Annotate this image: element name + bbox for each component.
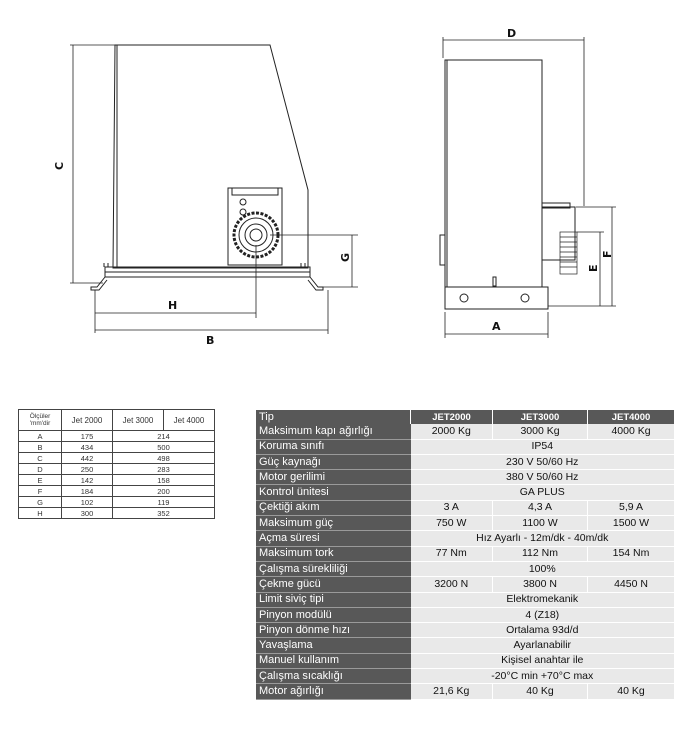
spec-row: [256, 653, 675, 668]
spec-row-label: Pinyon dönme hızı: [256, 623, 411, 638]
dims-cell-label: H: [19, 508, 62, 519]
dims-cell-label: E: [19, 475, 62, 486]
dims-row: [19, 442, 215, 453]
spec-row-value: 4450 N: [588, 577, 675, 592]
dims-cell-label: F: [19, 486, 62, 497]
spec-row-label: Yavaşlama: [256, 638, 411, 653]
dims-row: [19, 453, 215, 464]
spec-row-value: 3 A: [411, 500, 493, 515]
dim-label-c: C: [53, 161, 66, 170]
spec-row-value: GA PLUS: [411, 485, 675, 500]
spec-row-value: 100%: [411, 561, 675, 576]
dims-cell-jet2000: 434: [62, 442, 113, 453]
spec-row: [256, 485, 675, 500]
dims-cell-jet3000-4000: 158: [113, 475, 215, 486]
dim-label-e: E: [587, 264, 600, 272]
dims-cell-label: C: [19, 453, 62, 464]
dims-cell-label: D: [19, 464, 62, 475]
dims-cell-label: A: [19, 431, 62, 442]
spec-row-value: 4000 Kg: [588, 424, 675, 439]
spec-row-label: Koruma sınıfı: [256, 439, 411, 454]
spec-row-value: 4,3 A: [493, 500, 588, 515]
dims-cell-label: B: [19, 442, 62, 453]
spec-row-label: Güç kaynağı: [256, 454, 411, 469]
dim-label-f: F: [601, 250, 614, 258]
spec-row: [256, 454, 675, 469]
dims-row: [19, 486, 215, 497]
spec-row-value: Hız Ayarlı - 12m/dk - 40m/dk: [411, 531, 675, 546]
spec-row-value: 21,6 Kg: [411, 684, 493, 699]
spec-header-jet4000: JET4000: [588, 410, 675, 424]
spec-row-label: Çalışma sıcaklığı: [256, 669, 411, 684]
dim-label-b: B: [206, 334, 215, 347]
dims-row: [19, 431, 215, 442]
dims-row: [19, 497, 215, 508]
spec-row-value: 40 Kg: [588, 684, 675, 699]
spec-row-value: 1500 W: [588, 516, 675, 531]
dims-header-jet2000: Jet 2000: [62, 410, 113, 431]
spec-row-value: 3800 N: [493, 577, 588, 592]
spec-row-label: Motor ağırlığı: [256, 684, 411, 699]
spec-row-label: Manuel kullanım: [256, 653, 411, 668]
spec-row: [256, 439, 675, 454]
dimensions-table: [18, 409, 215, 519]
spec-row-label: Maksimum tork: [256, 546, 411, 561]
spec-row: [256, 623, 675, 638]
spec-header-jet2000: JET2000: [411, 410, 493, 424]
spec-row-value: 154 Nm: [588, 546, 675, 561]
dims-header-unit: Ölçüler 'mm'dir: [19, 410, 62, 431]
spec-row: [256, 607, 675, 622]
spec-row-value: -20°C min +70°C max: [411, 669, 675, 684]
side-housing: [445, 60, 542, 287]
spec-row-label: Pinyon modülü: [256, 607, 411, 622]
dims-cell-jet2000: 175: [62, 431, 113, 442]
spec-row-value: 1100 W: [493, 516, 588, 531]
spec-row-value: Ortalama 93d/d: [411, 623, 675, 638]
spec-row-value: 2000 Kg: [411, 424, 493, 439]
dims-cell-jet3000-4000: 283: [113, 464, 215, 475]
side-pinion: [560, 232, 577, 274]
dims-header-jet3000: Jet 3000: [113, 410, 164, 431]
spec-row: [256, 561, 675, 576]
dims-cell-jet3000-4000: 200: [113, 486, 215, 497]
dims-cell-jet2000: 442: [62, 453, 113, 464]
dims-cell-jet3000-4000: 119: [113, 497, 215, 508]
dims-cell-jet2000: 300: [62, 508, 113, 519]
dims-row: [19, 464, 215, 475]
spec-row-label: Maksimum güç: [256, 516, 411, 531]
spec-row: [256, 592, 675, 607]
dims-cell-jet3000-4000: 214: [113, 431, 215, 442]
spec-row-value: 77 Nm: [411, 546, 493, 561]
spec-row: [256, 638, 675, 653]
dims-cell-jet2000: 184: [62, 486, 113, 497]
spec-row-value: Elektromekanik: [411, 592, 675, 607]
spec-row-label: Çekme gücü: [256, 577, 411, 592]
spec-header-jet3000: JET3000: [493, 410, 588, 424]
spec-row: [256, 577, 675, 592]
spec-row-label: Maksimum kapı ağırlığı: [256, 424, 411, 439]
dims-cell-jet2000: 102: [62, 497, 113, 508]
spec-row-label: Çalışma sürekliliği: [256, 561, 411, 576]
dims-header-jet4000: Jet 4000: [164, 410, 215, 431]
spec-row-value: Ayarlanabilir: [411, 638, 675, 653]
spec-row: [256, 684, 675, 699]
dims-cell-jet3000-4000: 352: [113, 508, 215, 519]
dim-label-h: H: [168, 299, 178, 312]
dims-row: [19, 475, 215, 486]
spec-row-value: IP54: [411, 439, 675, 454]
spec-row-value: 750 W: [411, 516, 493, 531]
spec-row: [256, 546, 675, 561]
spec-row-value: 112 Nm: [493, 546, 588, 561]
dims-row: [19, 508, 215, 519]
specifications-table: [256, 410, 675, 700]
dim-label-a: A: [492, 320, 501, 333]
spec-row-value: 380 V 50/60 Hz: [411, 470, 675, 485]
spec-row-label: Açma süresi: [256, 531, 411, 546]
spec-row: [256, 531, 675, 546]
dims-cell-label: G: [19, 497, 62, 508]
spec-row-label: Motor gerilimi: [256, 470, 411, 485]
spec-row: [256, 500, 675, 515]
spec-row: [256, 669, 675, 684]
spec-row-value: 3200 N: [411, 577, 493, 592]
spec-row-value: 40 Kg: [493, 684, 588, 699]
dims-cell-jet3000-4000: 500: [113, 442, 215, 453]
dim-label-d: D: [507, 27, 517, 40]
spec-row-value: 5,9 A: [588, 500, 675, 515]
spec-row: [256, 470, 675, 485]
spec-row-value: Kişisel anahtar ile: [411, 653, 675, 668]
spec-row-value: 230 V 50/60 Hz: [411, 454, 675, 469]
dim-label-g: G: [339, 252, 352, 262]
spec-row: [256, 516, 675, 531]
spec-row-value: 4 (Z18): [411, 607, 675, 622]
dims-cell-jet2000: 250: [62, 464, 113, 475]
spec-header-type: Tip: [256, 410, 411, 424]
spec-row-value: 3000 Kg: [493, 424, 588, 439]
dims-cell-jet3000-4000: 498: [113, 453, 215, 464]
spec-row-label: Limit siviç tipi: [256, 592, 411, 607]
spec-row-label: Kontrol ünitesi: [256, 485, 411, 500]
dims-cell-jet2000: 142: [62, 475, 113, 486]
spec-row: [256, 424, 675, 439]
spec-row-label: Çektiği akım: [256, 500, 411, 515]
